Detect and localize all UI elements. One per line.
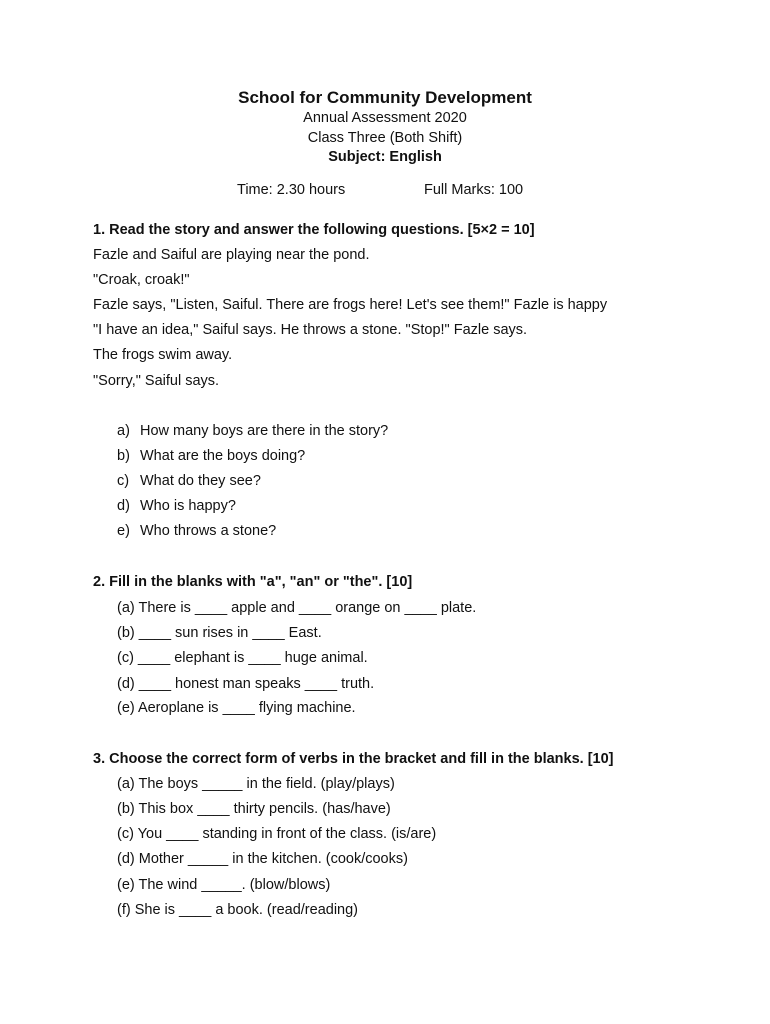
question-text: What are the boys doing? — [140, 448, 306, 464]
q1-question — [117, 423, 388, 439]
subject-line: Subject: English — [328, 149, 442, 165]
q3-item: (a) The boys _____ in the field. (play/plays) — [117, 776, 395, 792]
story-line: Fazle and Saiful are playing near the pond. — [93, 247, 370, 263]
q1-question — [117, 498, 236, 514]
q2-heading: 2. Fill in the blanks with "a", "an" or "the". [10] — [93, 574, 413, 590]
question-label: e) — [117, 523, 130, 539]
q2-item: (b) ____ sun rises in ____ East. — [117, 625, 322, 641]
story-line: Fazle says, "Listen, Saiful. There are frogs here! Let's see them!" Fazle is happy — [93, 297, 608, 313]
q2-item: (d) ____ honest man speaks ____ truth. — [117, 676, 375, 692]
q3-item: (b) This box ____ thirty pencils. (has/have) — [117, 801, 391, 817]
question-text: Who is happy? — [140, 498, 236, 514]
q2-item: (e) Aeroplane is ____ flying machine. — [117, 700, 356, 716]
story-line: "I have an idea," Saiful says. He throws a stone. "Stop!" Fazle says. — [93, 322, 528, 338]
question-label: d) — [117, 498, 130, 514]
question-text: What do they see? — [140, 473, 261, 489]
full-marks: Full Marks: 100 — [424, 182, 524, 198]
q1-question — [117, 473, 261, 489]
question-text: Who throws a stone? — [140, 523, 277, 539]
q1-question — [117, 523, 276, 539]
question-label: b) — [117, 448, 130, 464]
q3-item: (f) She is ____ a book. (read/reading) — [117, 902, 358, 918]
q2-item: (c) ____ elephant is ____ huge animal. — [117, 650, 368, 666]
q3-heading: 3. Choose the correct form of verbs in the bracket and fill in the blanks. [10] — [93, 751, 614, 767]
q2-item: (a) There is ____ apple and ____ orange on ____ plate. — [117, 600, 477, 616]
question-label: c) — [117, 473, 130, 489]
story-line: "Croak, croak!" — [93, 272, 190, 288]
school-title: School for Community Development — [238, 88, 532, 107]
question-label: a) — [117, 423, 130, 439]
story-line: "Sorry," Saiful says. — [93, 373, 220, 389]
assessment-name: Annual Assessment 2020 — [303, 110, 467, 126]
story-line: The frogs swim away. — [93, 347, 233, 363]
class-info: Class Three (Both Shift) — [307, 130, 463, 146]
q1-question — [117, 448, 305, 464]
q3-item: (e) The wind _____. (blow/blows) — [117, 877, 331, 893]
q3-item: (d) Mother _____ in the kitchen. (cook/cooks) — [117, 851, 408, 867]
question-text: How many boys are there in the story? — [140, 423, 389, 439]
exam-time: Time: 2.30 hours — [237, 182, 346, 198]
q3-item: (c) You ____ standing in front of the class. (is/are) — [117, 826, 437, 842]
q1-heading: 1. Read the story and answer the following questions. [5×2 = 10] — [93, 222, 535, 238]
